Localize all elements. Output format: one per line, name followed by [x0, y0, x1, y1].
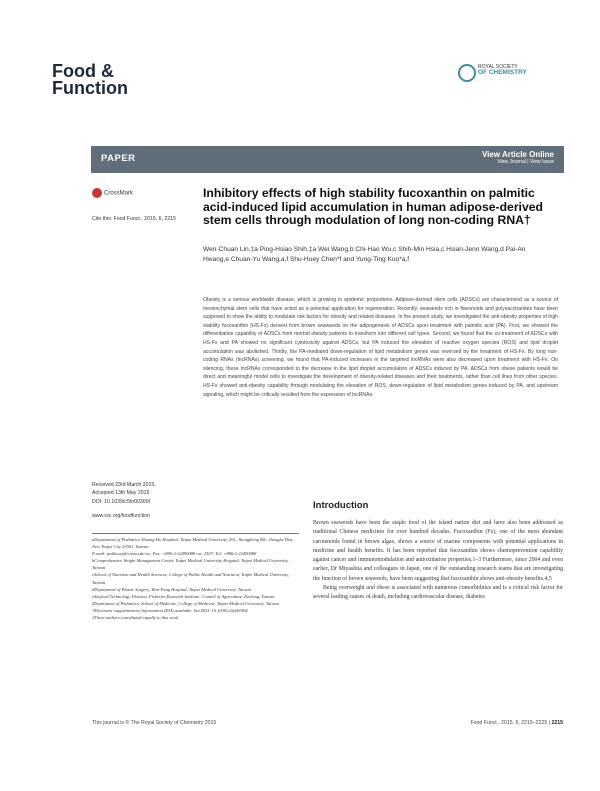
affiliation-item: E-mail: pedkuoyt@s.tmu.edu.tw; Fax: +886-2-22490088 ext. 2507; Tel: +886-2-22490088: [92, 551, 257, 557]
journal-name-line1: Food &: [52, 61, 114, 81]
publication-dates: [92, 481, 156, 521]
rsc-logo-line2: OF CHEMISTRY: [478, 69, 527, 76]
affiliation-item: eSeafood Technology Division, Fisheries Research Institute, Council of Agriculture, Keelung, Taiwan: [92, 593, 275, 599]
footer-citation: [470, 720, 563, 726]
intro-paragraph-2: Being overweight and obese is associated with numerous comorbidities and is a critical risk factor for several leading causes of death, including cardiovascular disease, diabetes: [313, 585, 563, 601]
introduction-body: [313, 519, 563, 603]
affiliation-item: aDepartment of Pediatrics Shuang Ho Hospital, Taipei Medical University, 291, Jhongjheng Rd., Jhonghe Dist., New Taipei City 23561, Taiwan.: [92, 537, 295, 550]
received-date: Received 23rd March 2015,: [92, 482, 156, 488]
journal-name: [52, 63, 128, 97]
journal-url[interactable]: www.rsc.org/foodfunction: [92, 513, 150, 520]
affiliation-item: bComprehensive Weight Management Center, Taipei Medical University Hospital, Taipei Medical University, Taiwan: [92, 558, 289, 571]
affiliation-item: †Electronic supplementary information (ESI) available. See DOI: 10.1039/c5fo00300f: [92, 607, 248, 613]
accepted-date: Accepted 13th May 2015: [92, 490, 150, 497]
article-title: Inhibitory effects of high stability fucoxanthin on palmitic acid-induced lipid accumulation in human adipose-derived stem cells through modulation of long non-coding RNA†: [203, 186, 543, 227]
view-article-online-link[interactable]: [482, 150, 554, 165]
paper-banner: [91, 146, 564, 173]
affiliation-item: cSchool of Nutrition and Health Sciences, College of Public Health and Nutrition, Taipei Medical University, Taiwan: [92, 572, 289, 585]
rsc-logo-icon: [458, 64, 476, 82]
view-online-text[interactable]: View Article Online: [481, 150, 554, 159]
paper-label: PAPER: [101, 153, 136, 164]
crossmark-badge[interactable]: [92, 188, 133, 198]
author-list: Wen-Chuan Lin,‡a Ping-Hsiao Shih,‡a Wei Wang,b Chi-Hao Wu,c Shih-Min Hsia,c Hsian-Jenn Wang,d Pai-An Hwang,e Chuan-Yu Wang,a,f Shu-Huey Chen*f and Yung-Ting Kuo*a,f: [203, 246, 526, 263]
journal-name-line2: Function: [52, 78, 128, 98]
doi[interactable]: DOI: 10.1039/c5fo00300f: [92, 498, 150, 505]
affiliations: [92, 533, 299, 621]
abstract: Obesity is a serious worldwide disease, which is growing in epidemic proportions. Adipose-derived stem cells (ADSCs) are characterized as a source of mesenchymal stem cells that have acted as a potential application for regeneration. Recently, seaweeds rich in flavonoids and polysaccharides have been supposed to show the ability to modulate risk factors for obesity and related diseases. In the present study, we investigated the anti-obesity properties of high stability fucoxanthin (HS-Fx) derived from brown seaweeds on the adipogenesis of ADSCs upon treatment with palmitic acid (PA). First, we showed the differentiation capability of ADSCs from morbid obesity patients to transform into different cell types. Second, we found that the co-treatment of ADSCs with HS-Fx and PA showed no significant cytotoxicity against ADSCs, but PA induced the elevation of reactive oxygen species (ROS) and lipid droplet accumulation was abolished. Thirdly, the PA-mediated down-regulation of lipid metabolism genes was reversed by the treatment of HS-Fx. By long non-coding RNAs (lncRNAs) screening, we found that PA-induced increases in the targeted lncRNAs were also decreased upon treatment with HS-Fx. On silencing, these lncRNAs corresponded to the decrease in the lipid droplet accumulation of ADSCs induced by PA. ADSCs from obese patients would be direct and meaningful model cells to investigate the development of obesity-related diseases and their treatments, rather than cell lines from other species. HS-Fx showed anti-obesity capability through modulating the elevation of ROS, down-regulation of lipid metabolism genes induced by PA, and upstream signaling, which might be critically resulted from the expression of lncRNAs.: [203, 297, 558, 398]
crossmark-label: CrossMark: [104, 190, 134, 197]
affiliation-item: dDepartment of Plastic Surgery, Wan-Fang Hospital, Taipei Medical University, Taiwan: [92, 586, 251, 592]
intro-paragraph-1: Brown seaweeds have been the staple food of the island nation diet and have also been addressed as traditional Chinese medicines for over hundred decades. Fucoxanthin (Fx), one of the most abundant carotenoids found in brown algae, shows a source of marine components with potential applications in medicine and health benefits. It has been reported that fucoxanthin shows chemoprevention capability against cancer and immunomodulation and antioxidation properties.1–3 Furthermore, since 2004 and even earlier, Dr Miyashita and colleagues in Japan, one of the outstanding research teams that are investigating the function of brown seaweeds, have been suggesting that fucoxanthin shows anti-obesity benefits.4,5: [313, 520, 563, 582]
introduction-heading: Introduction: [313, 500, 369, 511]
footer-copyright: This journal is © The Royal Society of Chemistry 2015: [92, 720, 217, 726]
rsc-logo: [458, 58, 538, 98]
footer-citation-text: Food Funct., 2015, 6, 2215–2225 |: [470, 720, 550, 726]
view-journal-issue-links[interactable]: View Journal | View Issue: [497, 159, 554, 165]
page-number: 2215: [551, 720, 563, 726]
crossmark-icon: [92, 188, 102, 198]
rsc-logo-line1: ROYAL SOCIETY: [478, 64, 518, 70]
affiliation-item: fDepartment of Pediatrics, School of Medicine, College of Medicine, Taipei Medical University, Taiwan: [92, 600, 279, 606]
affiliation-item: ‡These authors contributed equally to this work.: [92, 615, 180, 621]
cite-this: Cite this: Food Funct., 2015, 6, 2215: [92, 216, 176, 222]
